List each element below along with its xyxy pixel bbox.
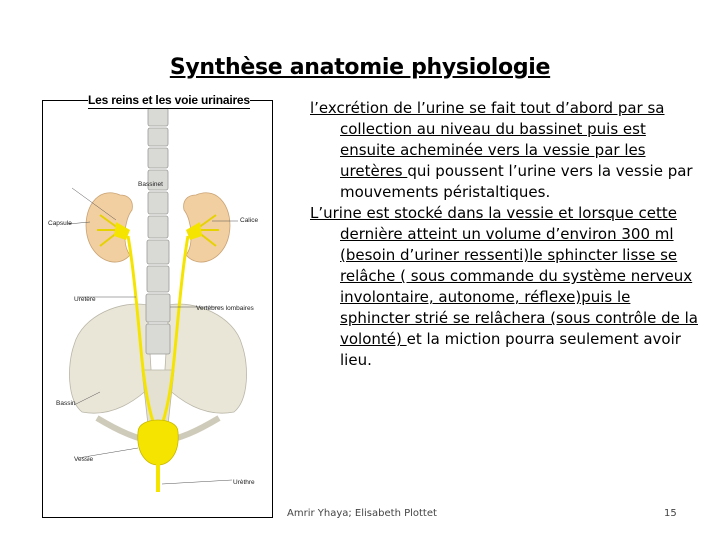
- paragraph-storage: [310, 203, 705, 371]
- bladder: [138, 420, 178, 465]
- label-vertebres: Vertèbres lombaires: [196, 305, 254, 312]
- figure-title: Les reins et les voie urinaires: [88, 93, 250, 107]
- urinary-system-illustration: [42, 100, 273, 518]
- paragraph-excretion: [310, 98, 705, 203]
- paragraph-storage-rest: et la miction pourra seulement avoir lieu.: [340, 330, 681, 369]
- slide-title: Synthèse anatomie physiologie: [169, 55, 551, 80]
- lumbar-vertebrae: [146, 108, 170, 354]
- label-vessie: Vessie: [74, 456, 94, 463]
- paragraph-excretion-rest: qui poussent l’urine vers la vessie par mouvements péristaltiques.: [340, 162, 693, 201]
- label-calice: Calice: [240, 217, 259, 224]
- label-ureter: Uretère: [74, 296, 96, 303]
- label-bassinet: Bassinet: [138, 181, 163, 188]
- label-urethre: Urèthre: [233, 479, 255, 486]
- urethra: [156, 464, 160, 492]
- label-capsule: Capsule: [48, 220, 72, 227]
- label-bassin: Bassin: [56, 400, 76, 407]
- footer-authors: Amrir Yhaya; Elisabeth Plottet: [287, 508, 437, 519]
- paragraph-excretion-underlined: l’excrétion de l’urine se fait tout d’abord par sa collection au niveau du bassinet puis est ensuite acheminée vers la vessie par les uretères: [310, 99, 665, 180]
- paragraph-storage-underlined: L’urine est stocké dans la vessie et lorsque cette dernière atteint un volume d’environ 300 ml (besoin d’uriner ressenti)le sphincter lisse se relâche ( sous commande du système nerveux involontaire, autonome, réflexe)puis le sphincter strié se relâchera (sous contrôle de la volonté): [310, 204, 698, 348]
- page-number: 15: [664, 508, 677, 519]
- body-text: [310, 98, 705, 371]
